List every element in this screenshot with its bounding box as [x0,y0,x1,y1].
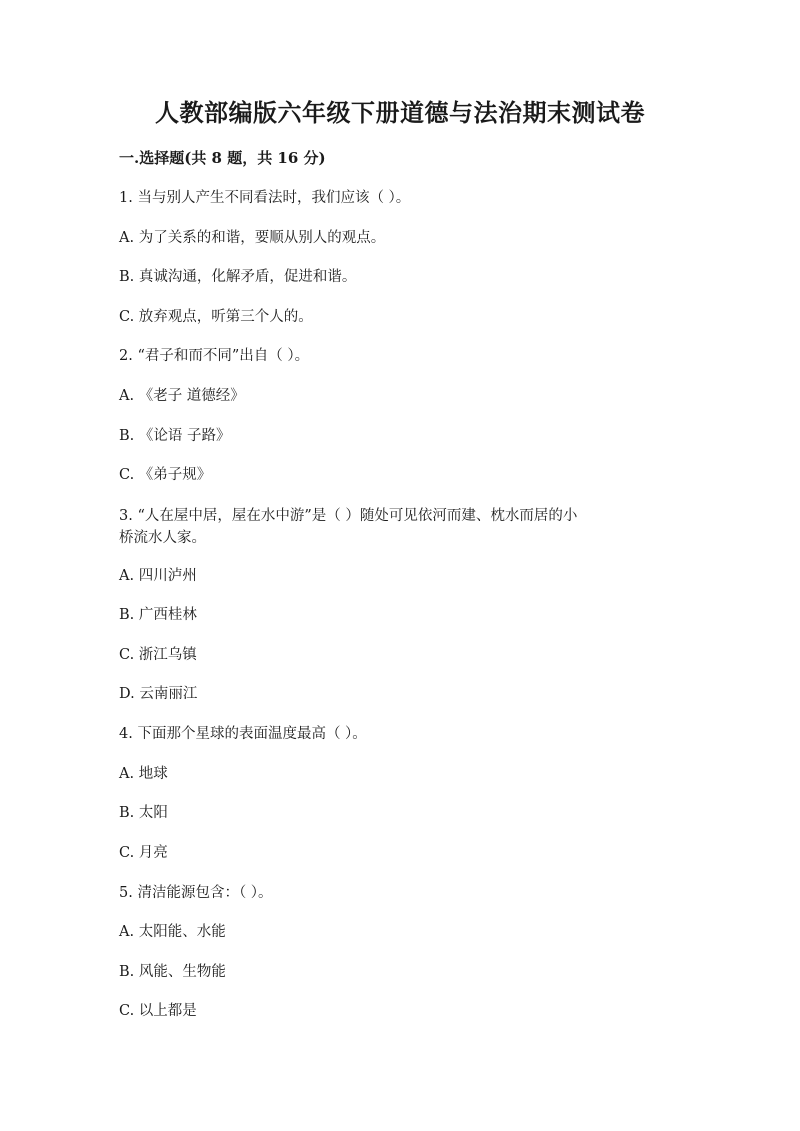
question-5-option-b: B. 风能、生物能 [119,964,226,980]
question-2-option-b: B. 《论语 子路》 [119,428,231,444]
question-4-option-a: A. 地球 [119,766,168,782]
question-2-option-a: A. 《老子 道德经》 [119,388,245,404]
question-5-option-c: C. 以上都是 [119,1003,197,1019]
question-3-stem-line-2: 桥流水人家。 [119,530,206,546]
question-5-option-a: A. 太阳能、水能 [119,924,226,940]
question-3-option-b: B. 广西桂林 [119,607,197,623]
question-3-option-c: C. 浙江乌镇 [119,647,197,663]
question-5-stem: 5. 清洁能源包含：（ ）。 [119,885,273,901]
question-4-option-b: B. 太阳 [119,805,168,821]
question-1-option-c: C. 放弃观点，听第三个人的。 [119,309,313,325]
question-3-option-a: A. 四川泸州 [119,568,197,584]
question-1-option-a: A. 为了关系的和谐，要顺从别人的观点。 [119,230,386,246]
section-heading: 一.选择题(共 8 题，共 16 分) [119,149,326,167]
question-2-option-c: C. 《弟子规》 [119,467,212,483]
question-1-stem: 1. 当与别人产生不同看法时，我们应该（ ）。 [119,190,411,206]
page-title: 人教部编版六年级下册道德与法治期末测试卷 [155,98,645,127]
question-4-option-c: C. 月亮 [119,845,168,861]
question-3-option-d: D. 云南丽江 [119,686,198,702]
question-4-stem: 4. 下面那个星球的表面温度最高（ ）。 [119,726,367,742]
question-3-stem-line-1: 3. “人在屋中居，屋在水中游”是（ ）随处可见依河而建、枕水而居的小 [119,508,578,524]
question-2-stem: 2. “君子和而不同”出自（ ）。 [119,348,310,364]
question-1-option-b: B. 真诚沟通，化解矛盾，促进和谐。 [119,269,357,285]
